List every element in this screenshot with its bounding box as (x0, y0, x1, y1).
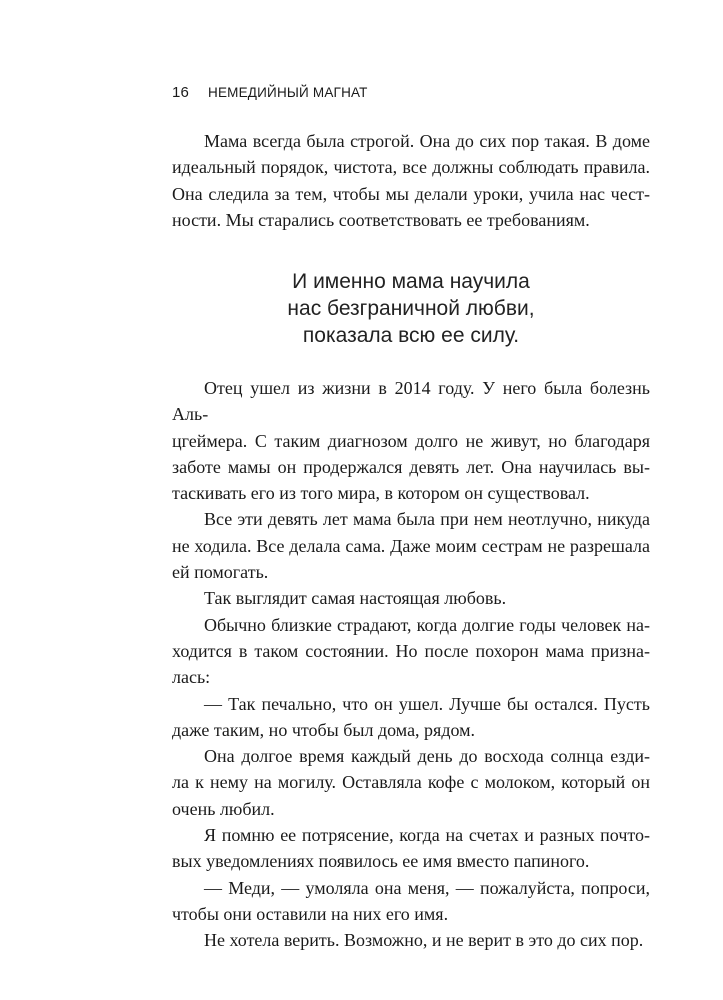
text-line: ности. Мы старались соответствовать ее требованиям. (172, 209, 590, 230)
paragraph (172, 743, 650, 822)
quote-line: показала всю ее силу. (302, 324, 520, 347)
text-line: заботе мамы он продержался девять лет. Она научилась вы- (172, 456, 650, 477)
text-line: ходится в таком состоянии. Но после похорон мама призна- (172, 640, 650, 661)
text-line: Мама всегда была строгой. Она до сих пор такая. В доме (204, 131, 650, 151)
text-line: Не хотела верить. Возможно, и не верит в это до сих пор. (204, 930, 644, 951)
text-line: чтобы они оставили на них его имя. (172, 903, 449, 924)
text-line: лась: (172, 667, 211, 688)
quote-line: нас безграничной любви, (287, 297, 535, 320)
paragraph (172, 506, 650, 585)
text-line: идеальный порядок, чистота, все должны соблюдать правила. (172, 157, 650, 178)
paragraph (172, 585, 650, 611)
paragraph (172, 375, 650, 506)
paragraph (172, 927, 650, 953)
text-line: не ходила. Все делала сама. Даже моим сестрам не разрешала (172, 535, 650, 556)
paragraph (172, 875, 650, 928)
text-line: ей помогать. (172, 562, 269, 583)
text-line: Отец ушел из жизни в 2014 году. У него была болезнь Аль- (172, 378, 650, 425)
text-line: — Так печально, что он ушел. Лучше бы остался. Пусть (204, 693, 650, 714)
text-line: Она долгое время каждый день до восхода солнца езди- (204, 746, 650, 767)
text-line: Все эти девять лет мама была при нем неотлучно, никуда (204, 509, 650, 530)
paragraph (172, 822, 650, 875)
text-line: даже таким, но чтобы был дома, рядом. (172, 719, 476, 740)
running-header (172, 84, 368, 101)
paragraph (172, 612, 650, 691)
text-line: таскивать его из того мира, в котором он существовал. (172, 483, 590, 504)
text-line: Так выглядит самая настоящая любовь. (204, 588, 507, 609)
text-line: очень любил. (172, 798, 275, 819)
text-line: цгеймера. С таким диагнозом долго не живут, но благодаря (172, 430, 650, 451)
page-number: 16 (172, 84, 190, 101)
paragraph (172, 128, 650, 233)
body-block-2 (172, 375, 650, 954)
paragraph (172, 691, 650, 744)
text-line: вых уведомлениях появилось ее имя вместо папиного. (172, 851, 590, 872)
text-line: ла к нему на могилу. Оставляла кофе с молоком, который он (172, 772, 650, 793)
text-line: Я помню ее потрясение, когда на счетах и разных почто- (204, 825, 650, 846)
quote-line: И именно мама научила (292, 270, 530, 293)
body-block-1 (172, 128, 650, 233)
text-line: Обычно близкие страдают, когда долгие годы человек на- (204, 614, 650, 635)
pull-quote (172, 268, 650, 349)
text-line: — Меди, — умоляла она меня, — пожалуйста, попроси, (204, 877, 650, 898)
text-line: Она следила за тем, чтобы мы делали уроки, учила нас чест- (172, 183, 650, 204)
running-title: НЕМЕДИЙНЫЙ МАГНАТ (208, 85, 368, 100)
